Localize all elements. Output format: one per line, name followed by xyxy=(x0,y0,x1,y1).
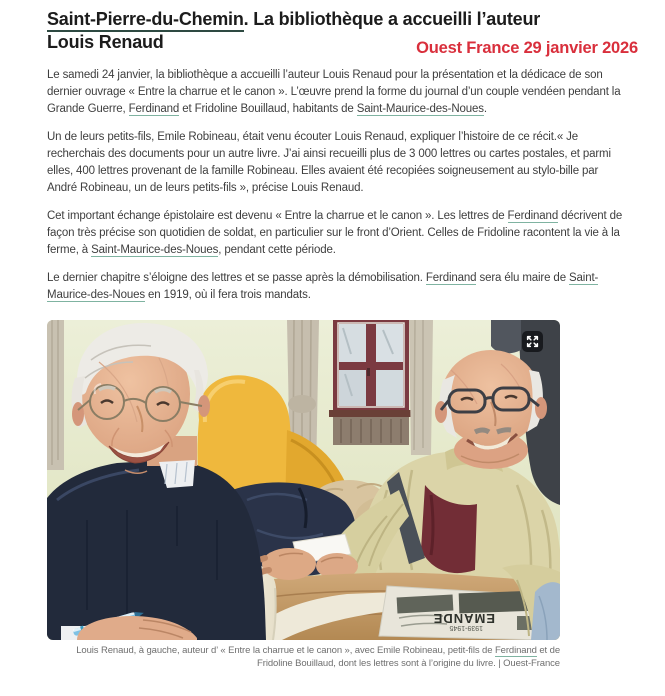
title-location-link[interactable]: Saint-Pierre-du-Chemin xyxy=(47,9,244,32)
expand-icon xyxy=(526,335,539,348)
article-paragraph xyxy=(47,270,625,304)
inline-link[interactable]: Saint-Maurice-des-Noues xyxy=(47,272,599,301)
text-segment: Un de leurs petits-fils, Emile Robineau, était venu écouter Louis Renaud, expliquer l’histoire de ce récit.« Je recherchais des documents pour un autre livre. J’ai ainsi recueilli plus de 3 000 lettres ou cartes postales, et parmi elles, 400 lettres provenant de la famille Robineau. Elles avaient été recopiées soigneusement au stylo-bille par André Robineau, un de leurs petits-fils », précise Louis Renaud. xyxy=(47,131,611,194)
inline-link[interactable]: Ferdinand xyxy=(507,210,559,222)
inline-link[interactable]: Saint-Maurice-des-Noues xyxy=(91,244,219,256)
newspaper-headline-fragment: EMANDE xyxy=(432,611,495,626)
text-segment: et Fridoline Bouillaud, habitants de xyxy=(179,103,357,115)
article-paragraph xyxy=(47,67,625,118)
text-segment: , pendant cette période. xyxy=(218,244,336,256)
radiator xyxy=(333,417,409,445)
inline-link[interactable]: Ferdinand xyxy=(425,272,477,284)
article-body xyxy=(47,67,625,304)
inline-link[interactable]: Ferdinand xyxy=(128,103,180,115)
article-header xyxy=(47,8,638,57)
article-photo-illustration xyxy=(47,320,560,640)
text-segment: décrivent de façon très précise son quotidien de soldat, en particulier sur le front d’Orient. Celles de Fridoline racontent la vie à la ferme, à xyxy=(47,210,623,256)
text-segment: Le samedi 24 janvier, la bibliothèque a accueilli l’auteur Louis Renaud pour la présentation et la dédicace de son dernier ouvrage « Entre la charrue et le canon ». L’œuvre prend la forme du journal d’un couple vendéen pendant la Grande Guerre, xyxy=(47,69,621,115)
text-segment: Le dernier chapitre s’éloigne des lettres et se passe après la démobilisation. xyxy=(47,272,426,284)
curtain-far-left xyxy=(47,320,64,470)
title-text: . La bibliothèque a accueilli l’auteur Louis Renaud xyxy=(47,9,541,52)
article-paragraph xyxy=(47,129,625,197)
text-segment: et de Fridoline Bouillaud, dont les lettres sont à l’origine du livre. | Ouest-France xyxy=(257,645,560,669)
text-segment: en 1919, où il fera trois mandats. xyxy=(144,289,311,301)
text-segment: Louis Renaud, à gauche, auteur d’ « Entre la charrue et le canon », avec Emile Robineau, petit-fils de xyxy=(76,645,495,656)
window xyxy=(329,320,413,445)
article-paragraph xyxy=(47,208,625,259)
newspaper-date-fragment: 1939-1945 xyxy=(449,624,483,631)
inline-link[interactable]: Ferdinand xyxy=(494,645,537,656)
article-figure xyxy=(47,320,665,670)
photo-expand-button[interactable] xyxy=(522,331,543,352)
photo-caption xyxy=(47,645,560,670)
text-segment: Cet important échange épistolaire est devenu « Entre la charrue et le canon ». Les lettres de xyxy=(47,210,508,222)
inline-link[interactable]: Saint-Maurice-des-Noues xyxy=(356,103,484,115)
source-dateline: Ouest France 29 janvier 2026 xyxy=(416,39,638,57)
text-segment: sera élu maire de xyxy=(476,272,570,284)
article-photo[interactable] xyxy=(47,320,560,640)
curtain-right xyxy=(409,320,433,455)
text-segment: . xyxy=(483,103,487,115)
